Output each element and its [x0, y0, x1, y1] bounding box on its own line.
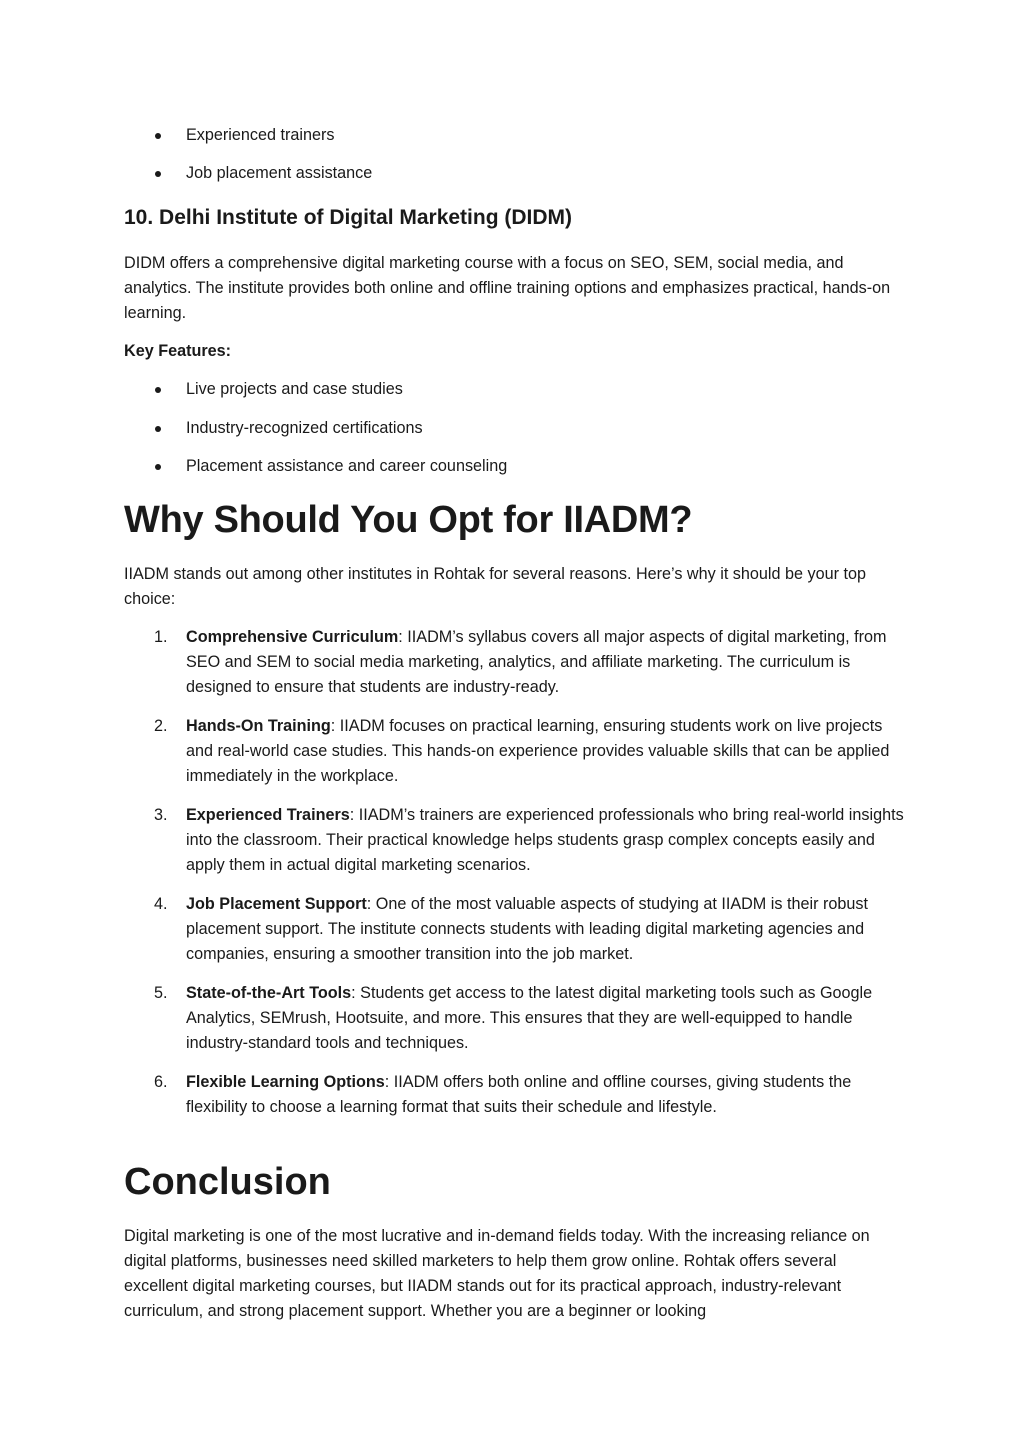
bullet-text: Placement assistance and career counseling: [186, 457, 508, 475]
list-number: 4.: [154, 895, 168, 913]
list-item: [124, 416, 904, 454]
reason-title: Experienced Trainers: [186, 806, 350, 824]
list-item: [124, 892, 904, 981]
list-item: [124, 454, 904, 479]
reason-text: : IIADM focuses on practical learning, ensuring students work on live projects and real-world case studies. This hands-on experience provides valuable skills that can be applied immediately in the workplace.: [186, 717, 890, 785]
section-heading-didm: 10. Delhi Institute of Digital Marketing (DIDM): [124, 206, 573, 229]
reason-text: : Students get access to the latest digital marketing tools such as Google Analytics, SEMrush, Hootsuite, and more. This ensures that they are well-equipped to handle industry-standard tools and techniques.: [186, 984, 873, 1052]
why-intro: IIADM stands out among other institutes in Rohtak for several reasons. Here’s why it should be your top choice:: [124, 565, 867, 608]
top-bullet-list: [124, 123, 904, 186]
list-number: 5.: [154, 984, 168, 1002]
list-number: 2.: [154, 717, 168, 735]
list-number: 1.: [154, 628, 168, 646]
reason-text: : IIADM’s trainers are experienced professionals who bring real-world insights into the classroom. Their practical knowledge helps students grasp complex concepts easily and apply them in actual digital marketing scenarios.: [186, 806, 904, 874]
reason-title: Comprehensive Curriculum: [186, 628, 399, 646]
list-item: [124, 1070, 904, 1120]
bullet-icon: [155, 387, 161, 393]
list-item: [124, 625, 904, 714]
reason-text: : IIADM offers both online and offline courses, giving students the flexibility to choose a learning format that suits their schedule and lifestyle.: [186, 1073, 852, 1116]
bullet-icon: [155, 133, 161, 139]
list-number: 6.: [154, 1073, 168, 1091]
conclusion-text: Digital marketing is one of the most lucrative and in-demand fields today. With the increasing reliance on digital platforms, businesses need skilled marketers to help them grow online. Rohtak offers several excellent digital marketing courses, but IIADM stands out for its practical approach, industry-relevant curriculum, and strong placement support. Whether you are a beginner or looking: [124, 1227, 870, 1320]
reason-title: Flexible Learning Options: [186, 1073, 385, 1091]
key-features-label: Key Features:: [124, 342, 232, 360]
list-item: [124, 714, 904, 803]
reason-text: : One of the most valuable aspects of studying at IIADM is their robust placement support. The institute connects students with leading digital marketing agencies and companies, ensuring a smoother transition into the job market.: [186, 895, 868, 963]
reason-title: Job Placement Support: [186, 895, 367, 913]
reason-text: : IIADM’s syllabus covers all major aspects of digital marketing, from SEO and SEM to social media marketing, analytics, and affiliate marketing. The curriculum is designed to ensure that students are industry-ready.: [186, 628, 887, 696]
section-heading-why: Why Should You Opt for IIADM?: [124, 499, 693, 541]
bullet-icon: [155, 464, 161, 470]
list-number: 3.: [154, 806, 168, 824]
reason-title: State-of-the-Art Tools: [186, 984, 352, 1002]
reasons-list: [124, 625, 904, 1120]
bullet-text: Live projects and case studies: [186, 380, 403, 398]
bullet-text: Industry-recognized certifications: [186, 419, 423, 437]
reason-title: Hands-On Training: [186, 717, 331, 735]
section-heading-conclusion: Conclusion: [124, 1161, 331, 1203]
bullet-icon: [155, 426, 161, 432]
list-item: [124, 803, 904, 892]
bullet-icon: [155, 171, 161, 177]
didm-description: DIDM offers a comprehensive digital marketing course with a focus on SEO, SEM, social media, and analytics. The institute provides both online and offline training options and emphasizes practical, hands-on learning.: [124, 254, 891, 322]
list-item: [124, 981, 904, 1070]
list-item: [124, 161, 904, 186]
bullet-text: Job placement assistance: [186, 164, 373, 182]
list-item: [124, 123, 904, 161]
didm-feature-list: [124, 377, 904, 479]
list-item: [124, 377, 904, 416]
bullet-text: Experienced trainers: [186, 126, 335, 144]
